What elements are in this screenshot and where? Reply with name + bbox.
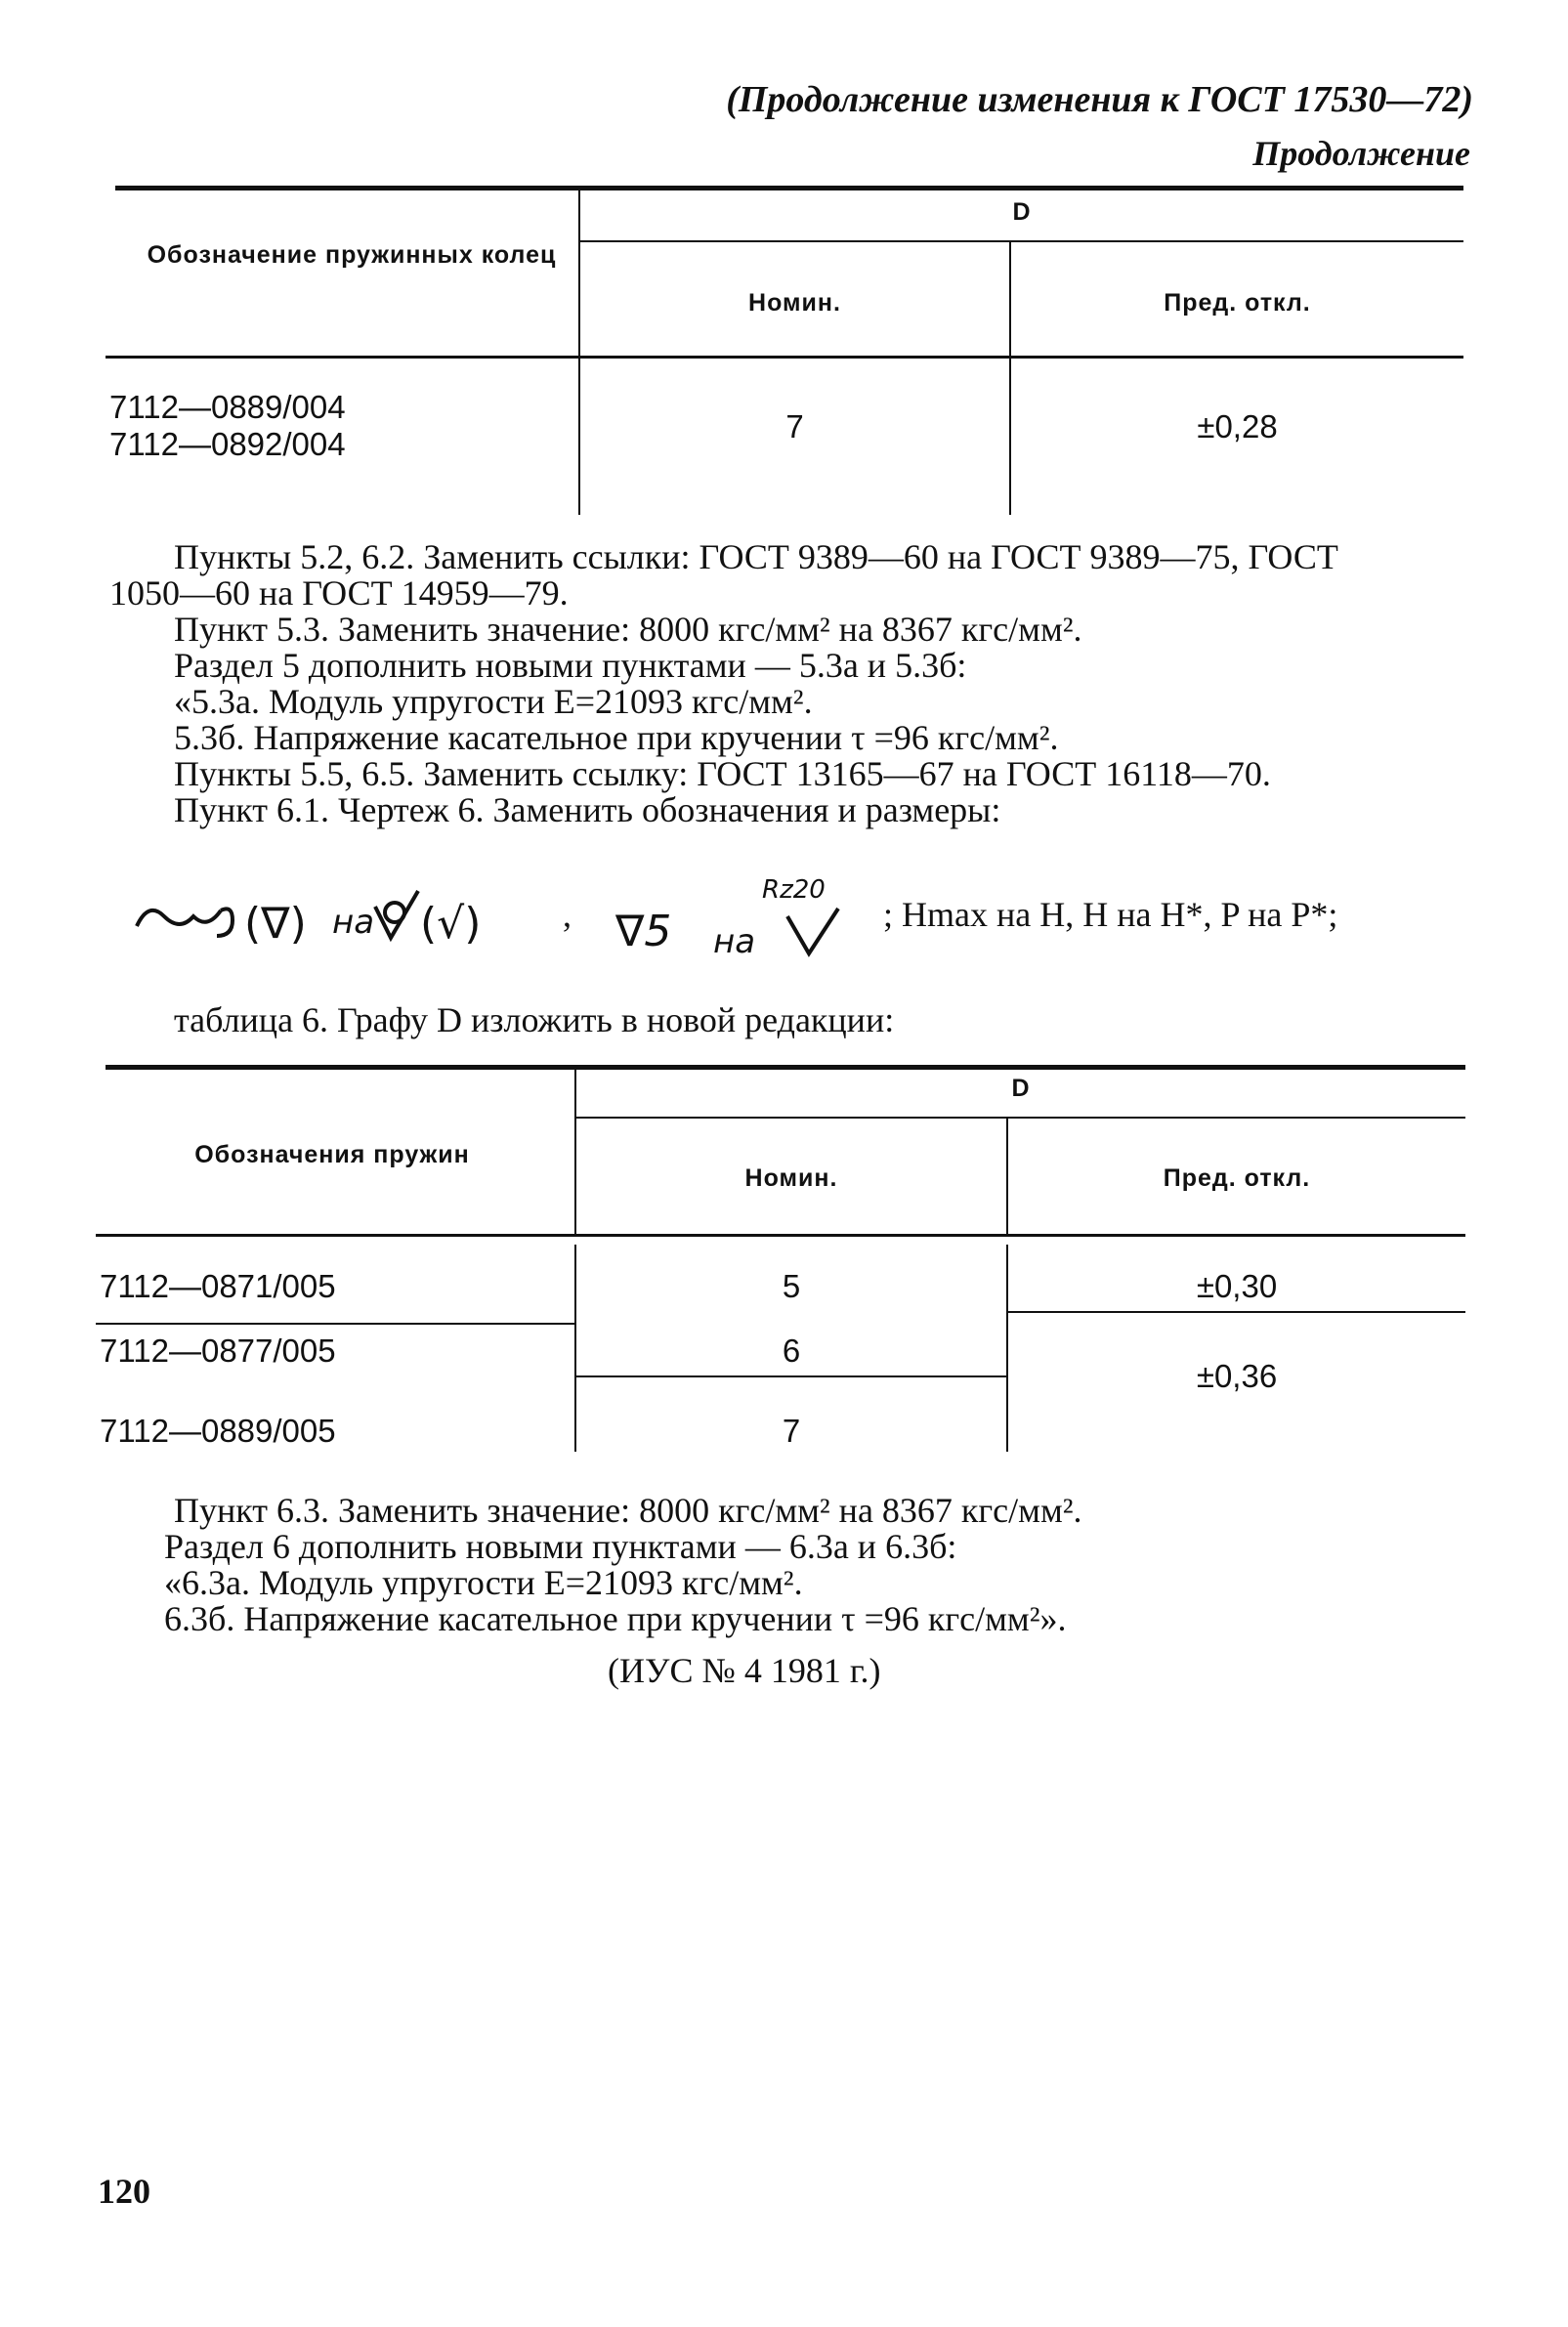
table-2-col-designation: Обозначения пружин xyxy=(194,1141,470,1168)
symbol-rz20-label: Rz20 xyxy=(762,875,826,905)
symbol-v5: ∇5 xyxy=(615,907,672,956)
symbols-na-1: на xyxy=(332,903,375,942)
table-2-col-group-d: D xyxy=(1011,1075,1031,1102)
table-2-tolerance-2: ±0,36 xyxy=(1196,1358,1278,1394)
table-1-designation-2: 7112—0892/004 xyxy=(109,426,346,462)
page-number: 120 xyxy=(98,2172,150,2211)
paragraph-line: 1050—60 на ГОСТ 14959—79. xyxy=(109,573,569,613)
table-1-col-nominal: Номин. xyxy=(748,289,841,317)
paragraph-line: Пункты 5.5, 6.5. Заменить ссылку: ГОСТ 13165—67 на ГОСТ 16118—70. xyxy=(174,754,1271,793)
table-1-nominal: 7 xyxy=(785,408,804,444)
table-2-nominal-2: 6 xyxy=(782,1333,801,1369)
paragraph-line: «5.3а. Модуль упругости E=21093 кгс/мм². xyxy=(174,682,813,721)
check-mark-icon xyxy=(782,907,844,959)
paragraph-line: Пункт 6.1. Чертеж 6. Заменить обозначения и размеры: xyxy=(174,790,1001,829)
table-2-col-nominal: Номин. xyxy=(744,1164,838,1192)
paragraph-line: 5.3б. Напряжение касательное при кручении τ =96 кгс/мм². xyxy=(174,718,1059,757)
svg-text:(∇): (∇) xyxy=(244,899,307,949)
table-1-col-tolerance: Пред. откл. xyxy=(1164,289,1311,317)
table-intro: таблица 6. Графу D изложить в новой редакции: xyxy=(174,1000,895,1039)
table-row xyxy=(109,389,346,463)
source-reference: (ИУС № 4 1981 г.) xyxy=(608,1651,881,1690)
paragraph-line: Пункты 5.2, 6.2. Заменить ссылки: ГОСТ 9389—60 на ГОСТ 9389—75, ГОСТ xyxy=(174,537,1338,576)
table-row: 7112—0877/005 xyxy=(100,1333,336,1369)
paragraph-line: «6.3а. Модуль упругости E=21093 кгс/мм². xyxy=(164,1563,803,1602)
paragraph-line: Пункт 5.3. Заменить значение: 8000 кгс/мм² на 8367 кгс/мм². xyxy=(174,610,1082,649)
table-1-col-designation: Обозначение пружинных колец xyxy=(147,241,557,269)
paragraph-line: Раздел 5 дополнить новыми пунктами — 5.3а и 5.3б: xyxy=(174,646,967,685)
table-row: 7112—0889/005 xyxy=(100,1413,336,1449)
continuation-header: (Продолжение изменения к ГОСТ 17530—72) xyxy=(726,79,1473,120)
paragraph-line: Раздел 6 дополнить новыми пунктами — 6.3а и 6.3б: xyxy=(164,1527,957,1566)
table-2-tolerance-1: ±0,30 xyxy=(1196,1268,1278,1304)
paragraph-line: Пункт 6.3. Заменить значение: 8000 кгс/мм² на 8367 кгс/мм². xyxy=(174,1491,1082,1530)
paragraph-line: 6.3б. Напряжение касательное при кручении τ =96 кгс/мм²». xyxy=(164,1599,1067,1638)
table-2-nominal-3: 7 xyxy=(782,1413,801,1449)
table-1-designation-1: 7112—0889/004 xyxy=(109,389,346,425)
table-row: 7112—0871/005 xyxy=(100,1268,336,1304)
table-2-col-tolerance: Пред. откл. xyxy=(1163,1164,1311,1192)
table-1-col-group-d: D xyxy=(1012,198,1032,226)
symbols-comma: , xyxy=(563,895,572,934)
continuation-subtitle: Продолжение xyxy=(1252,134,1470,173)
svg-text:(√): (√) xyxy=(420,899,482,949)
symbols-tail-text: ; Hmax на H, H на H*, P на P*; xyxy=(883,895,1338,934)
table-2-nominal-1: 5 xyxy=(782,1268,801,1304)
table-1-tolerance: ±0,28 xyxy=(1197,408,1278,444)
symbols-na-2: на xyxy=(713,922,756,961)
